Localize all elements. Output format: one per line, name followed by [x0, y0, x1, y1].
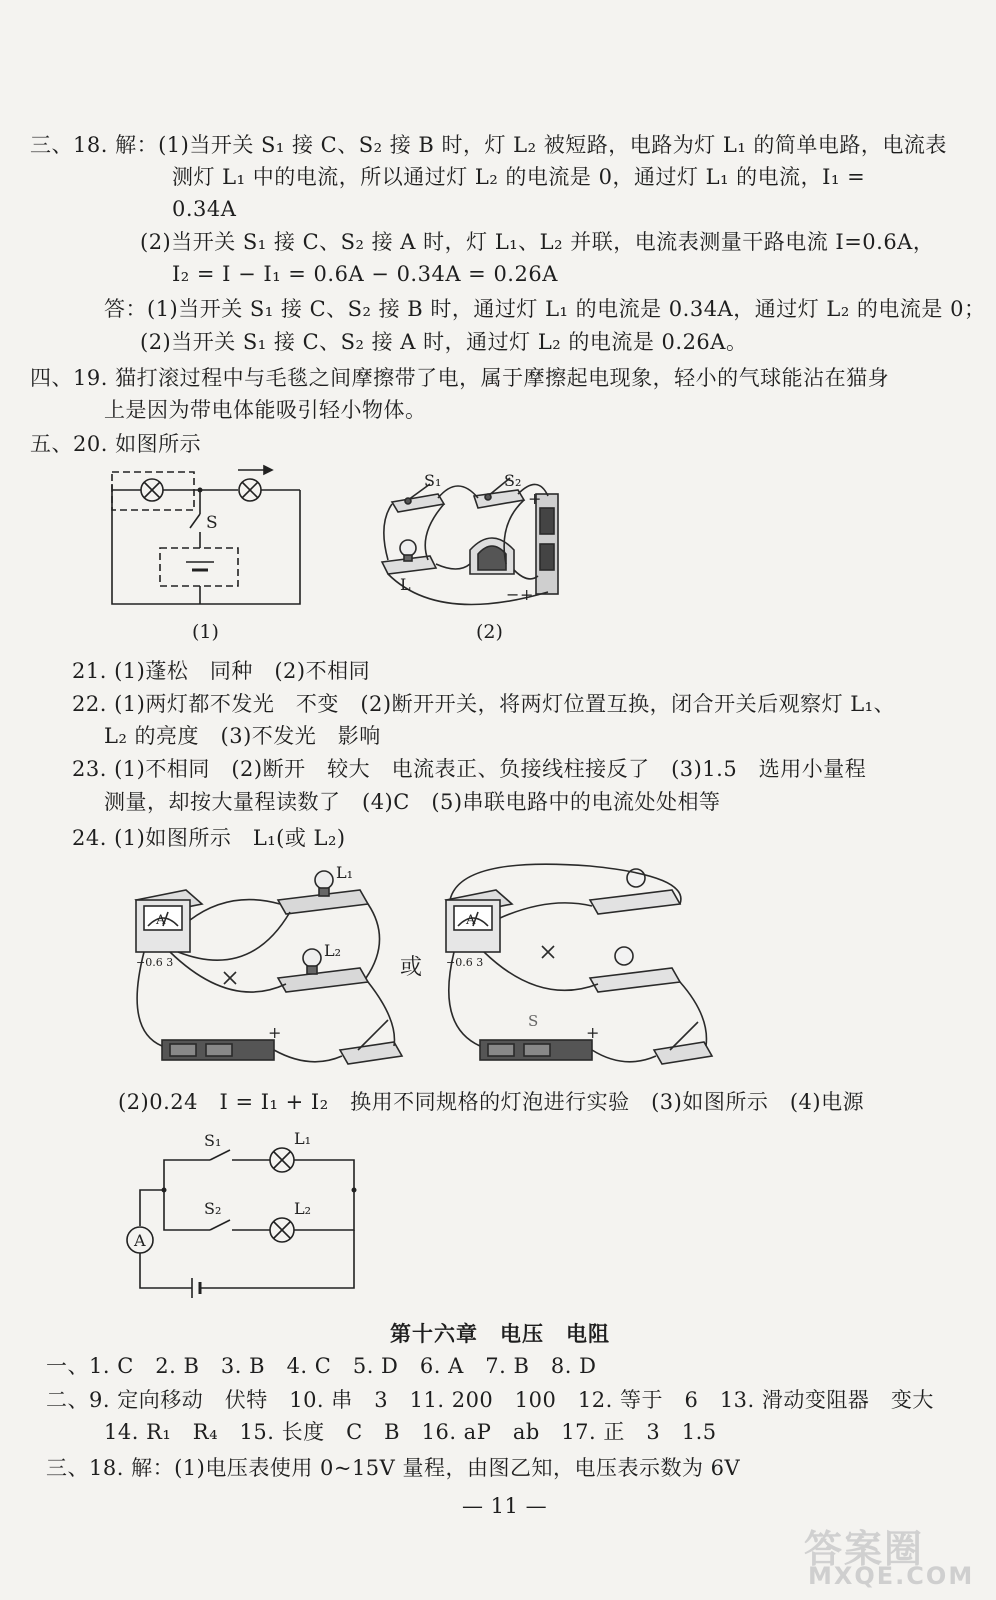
figure-20-caption-1: (1) [192, 621, 219, 643]
lamp-l2-label: L₂ [294, 1199, 312, 1218]
chapter-heading: 第十六章 电压 电阻 [390, 1322, 610, 1346]
ammeter-label: A [466, 913, 476, 928]
lamp-l2-label: L₂ [324, 941, 342, 960]
page-number: — 11 — [462, 1494, 548, 1518]
figure-20-physical-wiring [378, 464, 568, 614]
switch-s1-label: S₁ [204, 1131, 222, 1150]
figure-24-parallel-circuit [120, 1128, 350, 1303]
answer-section-2-line-1: 二、9. 定向移动 伏特 10. 串 3 11. 200 100 12. 等于 6 13. 滑动变阻器 变大 [46, 1388, 934, 1412]
ammeter-range-label: −0.6 3 [446, 956, 484, 969]
answer-22-line-1: 22. (1)两灯都不发光 不变 (2)断开开关，将两灯位置互换，闭合开关后观察灯 L₁、 [72, 692, 896, 716]
watermark-logo [798, 1518, 976, 1588]
answer-4-19-line-1: 四、19. 猫打滚过程中与毛毯之间摩擦带了电，属于摩擦起电现象，轻小的气球能沾在猫身 [30, 366, 890, 390]
answer-22-line-2: L₂ 的亮度 (3)不发光 影响 [104, 724, 381, 748]
answer-3-18-reply-line-2: (2)当开关 S₁ 接 C、S₂ 接 A 时，通过灯 L₂ 的电流是 0.26A。 [140, 330, 748, 354]
answer-3-18-part2-line-2: I₂ = I − I₁ = 0.6A − 0.34A = 0.26A [172, 262, 558, 286]
lamp-l1-label: L₁ [294, 1129, 312, 1148]
lamp-l2-board [278, 968, 368, 992]
figure-20-circuit-diagram [100, 462, 300, 612]
battery-plus-label: + [268, 1023, 282, 1042]
switch-object [654, 1042, 712, 1064]
switch-s2-symbol [210, 1220, 230, 1230]
answer-4-19-line-2: 上是因为带电体能吸引轻小物体。 [104, 398, 427, 422]
ammeter-plus-label: + [520, 585, 534, 604]
answer-3-18-line-1: 三、18. 解：(1)当开关 S₁ 接 C、S₂ 接 B 时，灯 L₂ 被短路，电路为灯 L₁ 的简单电路，电流表 [30, 133, 947, 157]
answer-3-18-line-2: 测灯 L₁ 中的电流，所以通过灯 L₂ 的电流是 0，通过灯 L₁ 的电流，I₁ = [172, 165, 866, 189]
watermark-url: MXQE.COM [808, 1562, 975, 1590]
answer-section-2-line-2: 14. R₁ R₄ 15. 长度 C B 16. aP ab 17. 正 3 1.5 [104, 1420, 717, 1444]
lamp-l1-board [590, 890, 680, 914]
figure-20-caption-2: (2) [476, 621, 503, 643]
ammeter-label: A [156, 913, 166, 928]
ammeter-minus-label: − [506, 585, 520, 604]
dashed-box-battery [160, 548, 238, 586]
switch-object [340, 1042, 402, 1064]
figure-24-wiring-right [440, 856, 730, 1071]
watermark-cn: 答案圈 [804, 1527, 925, 1571]
answer-24-line-2: (2)0.24 I = I₁ + I₂ 换用不同规格的灯泡进行实验 (3)如图所示 (4)电源 [118, 1090, 865, 1114]
ammeter-label: A [134, 1231, 146, 1250]
switch-s-label: S [528, 1012, 539, 1030]
switch-s2-label: S₂ [504, 471, 522, 490]
switch-label: S [206, 513, 218, 533]
lamp-l2-board [590, 968, 680, 992]
switch-s2-label: S₂ [204, 1199, 222, 1218]
ammeter-range-label: −0.6 3 [136, 956, 174, 969]
switch-s2-board [474, 490, 524, 508]
battery-plus-label: + [586, 1023, 600, 1042]
answer-3-18-reply-line-1: 答：(1)当开关 S₁ 接 C、S₂ 接 B 时，通过灯 L₁ 的电流是 0.34A，通过灯 L₂ 的电流是 0； [104, 297, 986, 321]
switch-symbol [190, 514, 200, 528]
switch-s1-board [392, 494, 444, 512]
switch-s1-symbol [210, 1150, 230, 1160]
answer-section-3-18: 三、18. 解：(1)电压表使用 0~15V 量程，由图乙知，电压表示数为 6V [46, 1456, 741, 1480]
answer-23-line-1: 23. (1)不相同 (2)断开 较大 电流表正、负接线柱接反了 (3)1.5 选用小量程 [72, 757, 867, 781]
answer-3-18-part2-line-1: (2)当开关 S₁ 接 C、S₂ 接 A 时，灯 L₁、L₂ 并联，电流表测量干路电流 I=0.6A， [140, 230, 935, 254]
answer-5-20: 五、20. 如图所示 [30, 432, 202, 456]
circuit-wire [164, 1160, 210, 1190]
figure-24-wiring-left [130, 860, 420, 1075]
answer-24-line-1: 24. (1)如图所示 L₁(或 L₂) [72, 826, 346, 850]
answer-21: 21. (1)蓬松 同种 (2)不相同 [72, 659, 371, 683]
answer-section-1: 一、1. C 2. B 3. B 4. C 5. D 6. A 7. B 8. D [46, 1354, 597, 1378]
switch-s1-label: S₁ [424, 471, 442, 490]
figure-24-or-label: 或 [400, 955, 423, 980]
battery-plus-label: + [528, 489, 542, 508]
answer-23-line-2: 测量，却按大量程读数了 (4)C (5)串联电路中的电流处处相等 [104, 790, 721, 814]
bulb-label: L [400, 575, 411, 594]
lamp-l1-label: L₁ [336, 863, 354, 882]
answer-3-18-line-3: 0.34A [172, 197, 237, 221]
